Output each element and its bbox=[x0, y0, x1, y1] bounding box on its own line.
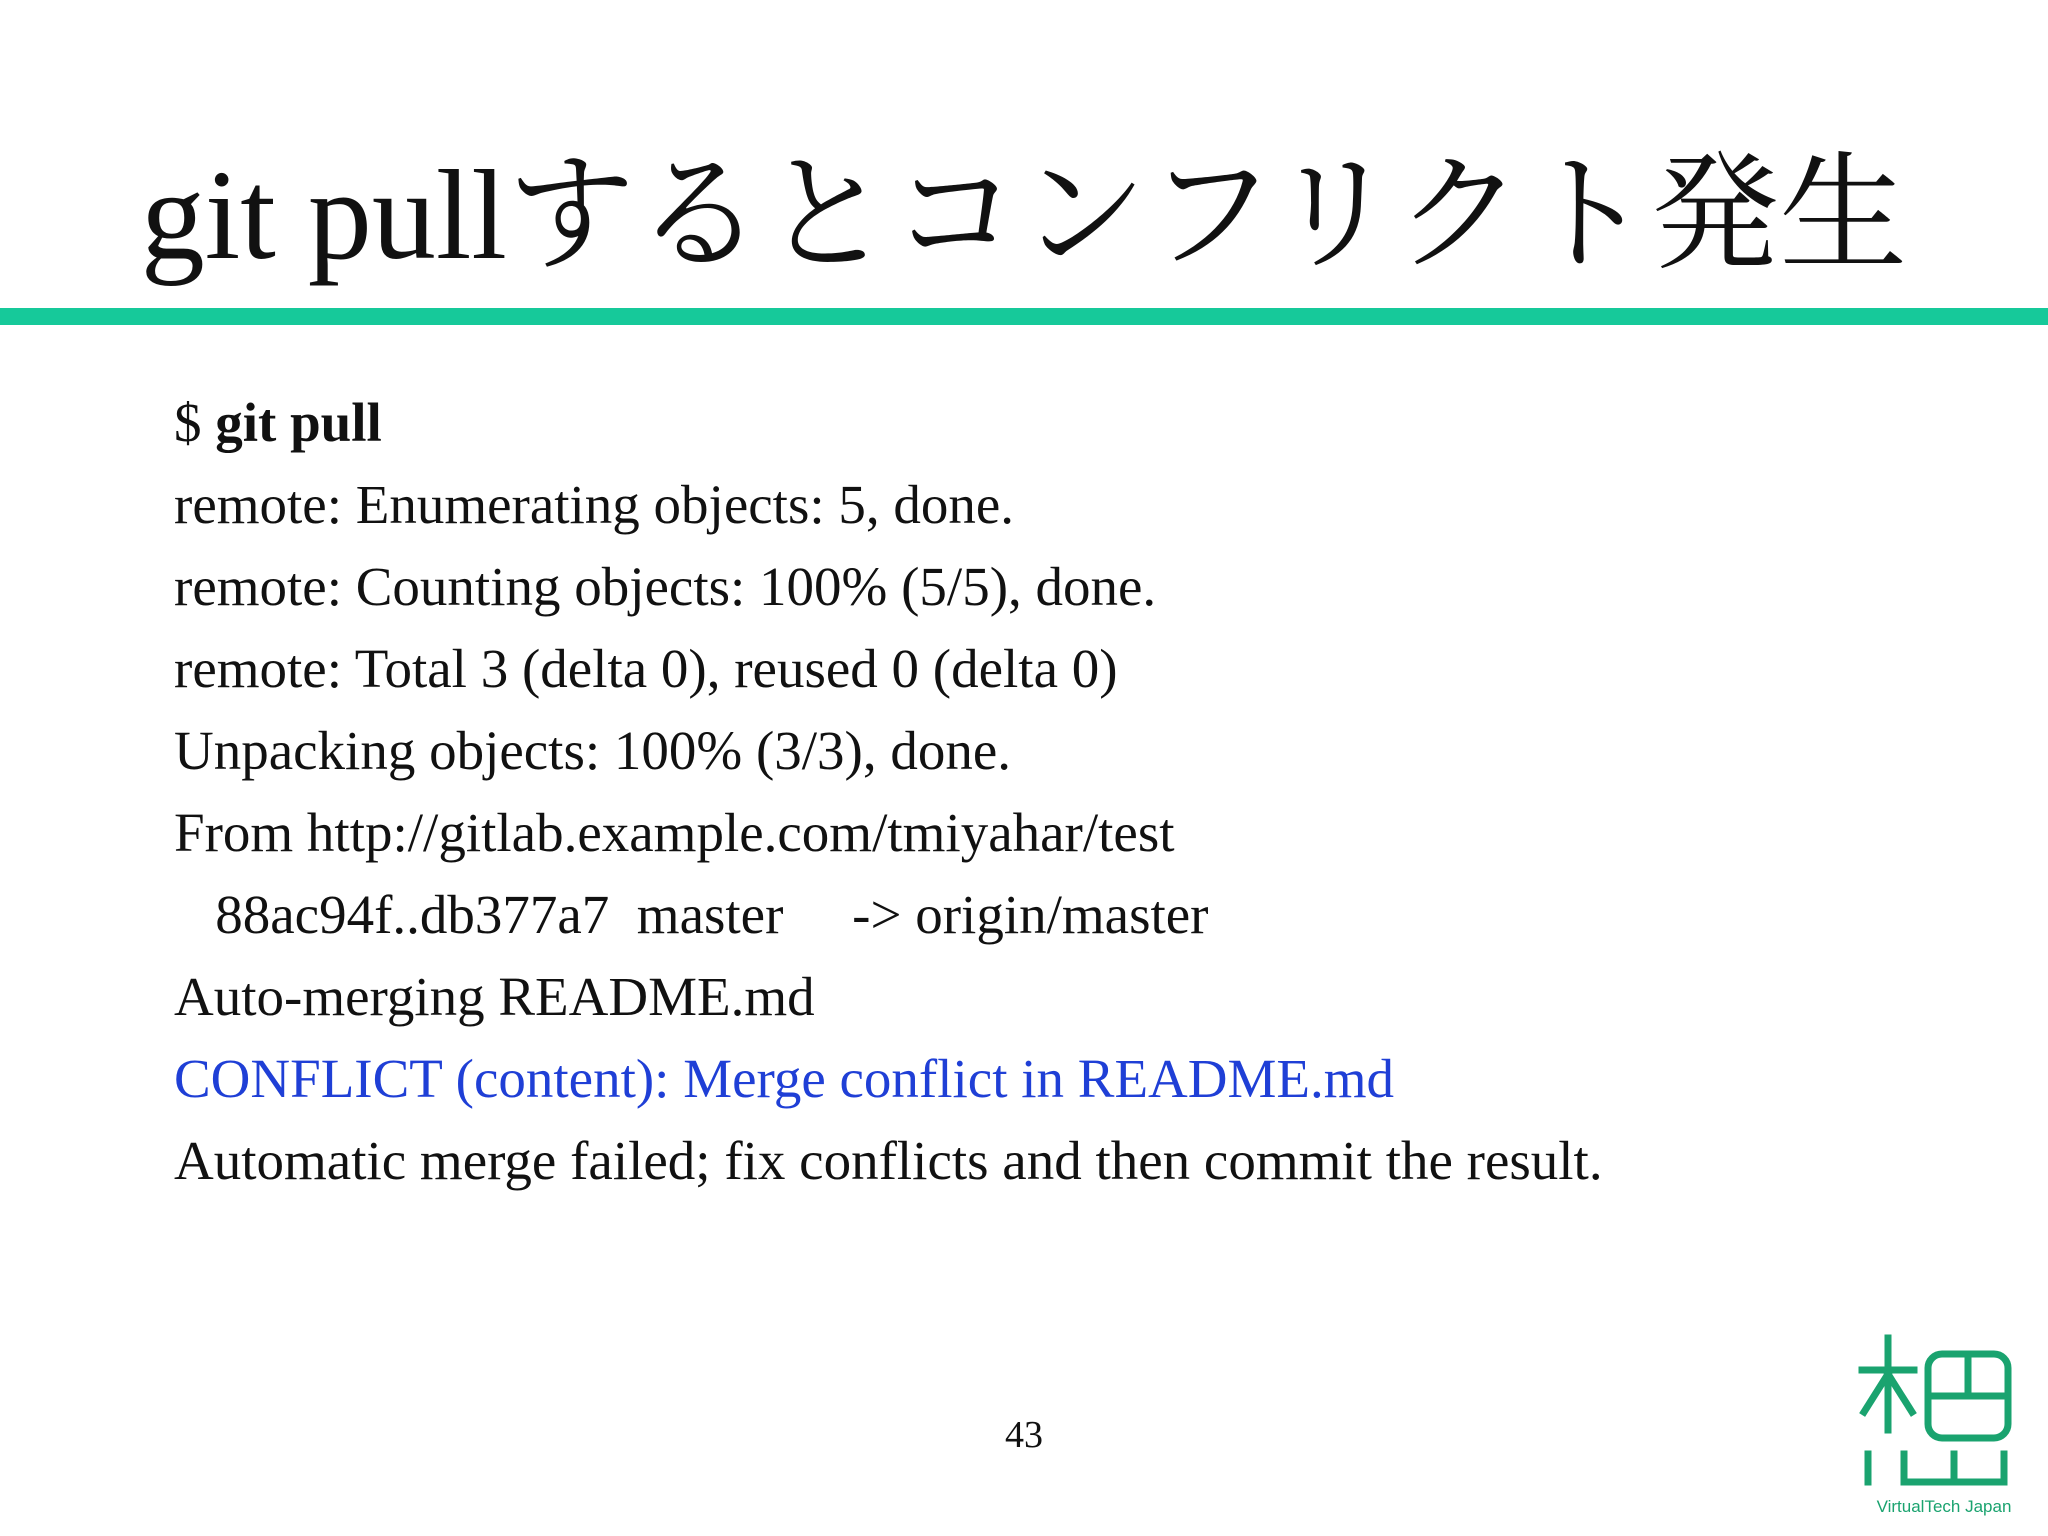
company-logo bbox=[1854, 1330, 2034, 1530]
conflict-line: CONFLICT (content): Merge conflict in README.md bbox=[174, 1048, 1395, 1109]
virtualtech-logo-icon bbox=[1854, 1330, 2034, 1496]
output-line: remote: Total 3 (delta 0), reused 0 (delta 0) bbox=[174, 638, 1118, 699]
slide-title: git pullするとコンフリクト発生 bbox=[140, 144, 1908, 286]
output-line: Automatic merge failed; fix conflicts and then commit the result. bbox=[174, 1130, 1603, 1191]
logo-caption: VirtualTech Japan bbox=[1876, 1497, 2012, 1516]
command-line bbox=[174, 382, 1994, 464]
output-line: Unpacking objects: 100% (3/3), done. bbox=[174, 720, 1012, 781]
output-line: remote: Enumerating objects: 5, done. bbox=[174, 474, 1015, 535]
shell-prompt: $ bbox=[174, 392, 216, 453]
git-command: git pull bbox=[215, 392, 382, 453]
page-number: 43 bbox=[1005, 1414, 1043, 1456]
output-line: From http://gitlab.example.com/tmiyahar/test bbox=[174, 802, 1175, 863]
title-divider bbox=[0, 308, 2048, 325]
terminal-output bbox=[174, 382, 1994, 1202]
output-line: remote: Counting objects: 100% (5/5), done. bbox=[174, 556, 1157, 617]
output-line: Auto-merging README.md bbox=[174, 966, 815, 1027]
output-line: 88ac94f..db377a7 master -> origin/master bbox=[174, 884, 1209, 945]
